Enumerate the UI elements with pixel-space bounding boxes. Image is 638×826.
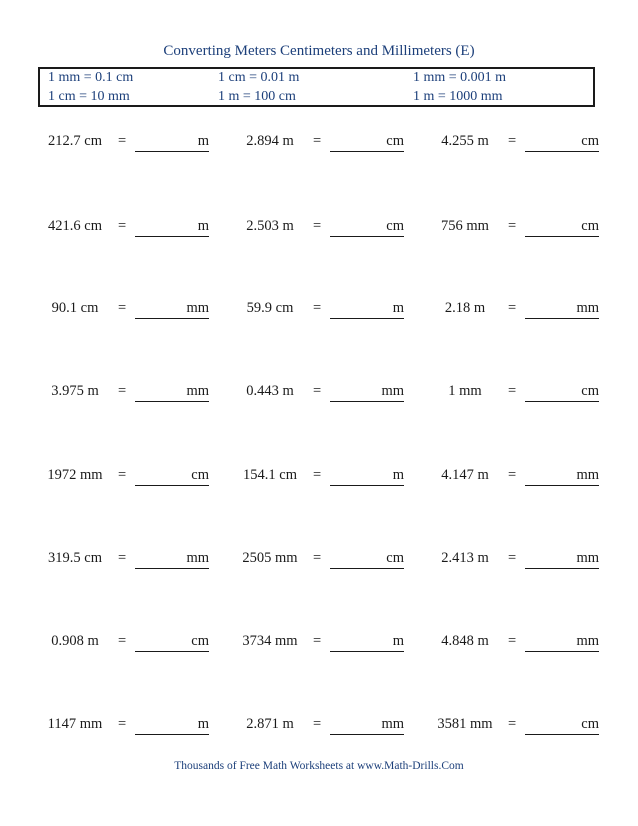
problem-quantity: 0.908 m — [51, 633, 99, 649]
problem-quantity: 154.1 cm — [243, 467, 297, 483]
target-unit: cm — [386, 218, 404, 234]
answer-blank[interactable] — [525, 467, 599, 486]
target-unit: mm — [576, 550, 599, 566]
conversion-problem — [432, 467, 602, 489]
problem-quantity: 4.255 m — [441, 133, 489, 149]
answer-blank[interactable] — [330, 633, 404, 652]
worksheet-title: Converting Meters Centimeters and Millimeters (E) — [163, 43, 475, 59]
reference-fact: 1 m = 100 cm — [218, 89, 296, 104]
target-unit: m — [197, 218, 209, 234]
target-unit: cm — [191, 467, 209, 483]
conversion-problem — [432, 218, 602, 240]
problem-quantity: 2.503 m — [246, 218, 294, 234]
target-unit: cm — [386, 550, 404, 566]
equals-sign: = — [313, 300, 322, 316]
answer-blank[interactable] — [330, 218, 404, 237]
conversion-problem — [42, 633, 212, 655]
answer-blank[interactable] — [135, 467, 209, 486]
target-unit: mm — [576, 633, 599, 649]
target-unit: m — [197, 716, 209, 732]
reference-fact: 1 cm = 10 mm — [48, 89, 130, 104]
footer-credit: Thousands of Free Math Worksheets at www.Math-Drills.Com — [174, 760, 464, 772]
answer-blank[interactable] — [330, 133, 404, 152]
target-unit: mm — [381, 716, 404, 732]
answer-blank[interactable] — [135, 133, 209, 152]
equals-sign: = — [313, 218, 322, 234]
equals-sign: = — [118, 133, 127, 149]
conversion-problem — [432, 716, 602, 738]
answer-blank[interactable] — [135, 383, 209, 402]
conversion-problem — [432, 550, 602, 572]
answer-blank[interactable] — [330, 467, 404, 486]
problem-quantity: 3734 mm — [242, 633, 298, 649]
problem-quantity: 2.894 m — [246, 133, 294, 149]
equals-sign: = — [118, 383, 127, 399]
target-unit: cm — [581, 383, 599, 399]
equals-sign: = — [118, 633, 127, 649]
conversion-problem — [42, 383, 212, 405]
conversion-problem — [237, 716, 407, 738]
conversion-problem — [237, 633, 407, 655]
answer-blank[interactable] — [330, 716, 404, 735]
problem-quantity: 0.443 m — [246, 383, 294, 399]
equals-sign: = — [508, 218, 517, 234]
answer-blank[interactable] — [135, 218, 209, 237]
problem-quantity: 2.413 m — [441, 550, 489, 566]
equals-sign: = — [508, 300, 517, 316]
equals-sign: = — [508, 550, 517, 566]
conversion-problem — [237, 383, 407, 405]
conversion-problem — [432, 300, 602, 322]
equals-sign: = — [118, 218, 127, 234]
answer-blank[interactable] — [135, 716, 209, 735]
problem-quantity: 1 mm — [448, 383, 482, 399]
problem-quantity: 59.9 cm — [246, 300, 294, 316]
conversion-problem — [42, 467, 212, 489]
conversion-problem — [42, 300, 212, 322]
equals-sign: = — [508, 383, 517, 399]
answer-blank[interactable] — [135, 550, 209, 569]
answer-blank[interactable] — [525, 300, 599, 319]
problem-quantity: 1147 mm — [47, 716, 103, 732]
equals-sign: = — [118, 550, 127, 566]
conversion-problem — [432, 633, 602, 655]
conversion-problem — [42, 133, 212, 155]
problem-quantity: 1972 mm — [47, 467, 103, 483]
reference-fact: 1 m = 1000 mm — [413, 89, 503, 104]
equals-sign: = — [508, 633, 517, 649]
conversion-problem — [432, 383, 602, 405]
problem-quantity: 756 mm — [441, 218, 489, 234]
conversion-reference-box — [38, 67, 595, 107]
problem-quantity: 2.871 m — [246, 716, 294, 732]
answer-blank[interactable] — [525, 716, 599, 735]
answer-blank[interactable] — [525, 383, 599, 402]
target-unit: m — [197, 133, 209, 149]
equals-sign: = — [313, 133, 322, 149]
target-unit: m — [392, 300, 404, 316]
equals-sign: = — [508, 716, 517, 732]
equals-sign: = — [508, 133, 517, 149]
problem-quantity: 4.848 m — [441, 633, 489, 649]
target-unit: cm — [581, 716, 599, 732]
reference-fact: 1 cm = 0.01 m — [218, 70, 300, 85]
answer-blank[interactable] — [525, 218, 599, 237]
target-unit: cm — [581, 133, 599, 149]
problem-quantity: 319.5 cm — [48, 550, 102, 566]
answer-blank[interactable] — [330, 550, 404, 569]
target-unit: mm — [576, 467, 599, 483]
conversion-problem — [237, 467, 407, 489]
answer-blank[interactable] — [135, 300, 209, 319]
problem-quantity: 4.147 m — [441, 467, 489, 483]
problem-quantity: 3581 mm — [437, 716, 493, 732]
target-unit: mm — [381, 383, 404, 399]
equals-sign: = — [313, 716, 322, 732]
conversion-problem — [432, 133, 602, 155]
conversion-problem — [42, 550, 212, 572]
conversion-problem — [42, 716, 212, 738]
answer-blank[interactable] — [525, 633, 599, 652]
answer-blank[interactable] — [525, 550, 599, 569]
target-unit: cm — [386, 133, 404, 149]
equals-sign: = — [118, 467, 127, 483]
problem-quantity: 2505 mm — [242, 550, 298, 566]
target-unit: mm — [186, 550, 209, 566]
target-unit: mm — [186, 300, 209, 316]
target-unit: cm — [191, 633, 209, 649]
reference-fact: 1 mm = 0.1 cm — [48, 70, 134, 85]
problem-quantity: 212.7 cm — [48, 133, 102, 149]
conversion-problem — [237, 300, 407, 322]
equals-sign: = — [313, 467, 322, 483]
problem-quantity: 90.1 cm — [51, 300, 99, 316]
conversion-problem — [237, 133, 407, 155]
problem-quantity: 421.6 cm — [48, 218, 102, 234]
target-unit: m — [392, 467, 404, 483]
target-unit: m — [392, 633, 404, 649]
equals-sign: = — [313, 550, 322, 566]
equals-sign: = — [118, 716, 127, 732]
target-unit: mm — [186, 383, 209, 399]
answer-blank[interactable] — [330, 383, 404, 402]
equals-sign: = — [508, 467, 517, 483]
target-unit: cm — [581, 218, 599, 234]
answer-blank[interactable] — [525, 133, 599, 152]
conversion-problem — [42, 218, 212, 240]
equals-sign: = — [313, 383, 322, 399]
equals-sign: = — [118, 300, 127, 316]
problem-quantity: 2.18 m — [444, 300, 486, 316]
problem-quantity: 3.975 m — [51, 383, 99, 399]
target-unit: mm — [576, 300, 599, 316]
conversion-problem — [237, 218, 407, 240]
equals-sign: = — [313, 633, 322, 649]
answer-blank[interactable] — [135, 633, 209, 652]
answer-blank[interactable] — [330, 300, 404, 319]
reference-fact: 1 mm = 0.001 m — [413, 70, 507, 85]
conversion-problem — [237, 550, 407, 572]
